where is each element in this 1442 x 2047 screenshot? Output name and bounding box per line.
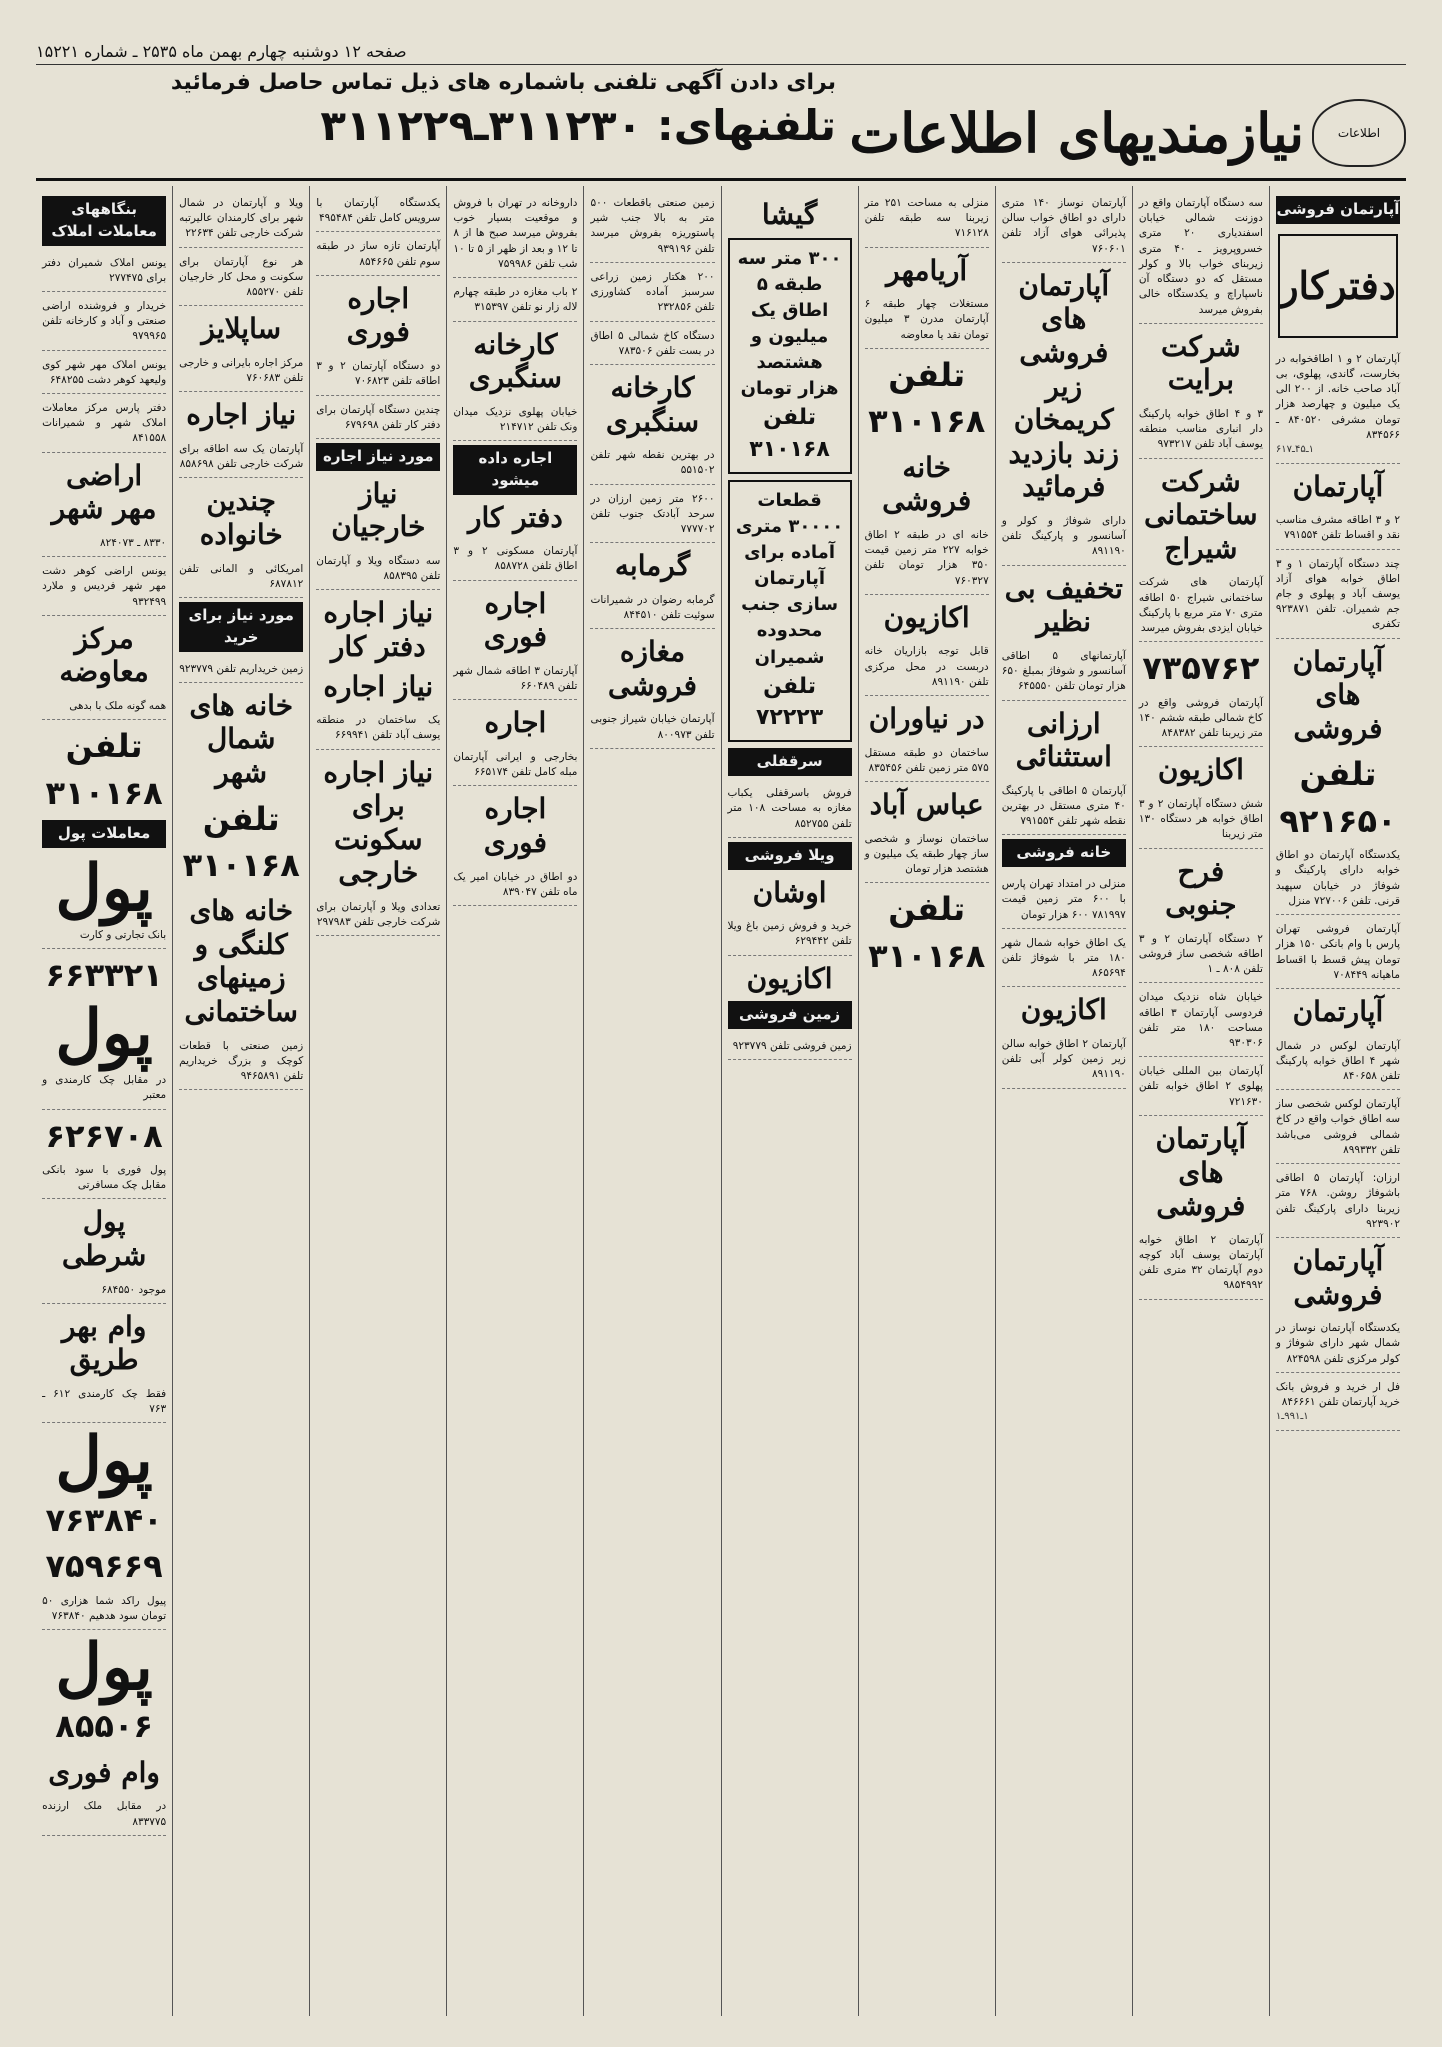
ad-phone: تلفن ۳۱۰۱۶۸ (868, 355, 986, 441)
ad-headline: نیاز اجاره دفتر کار (323, 596, 434, 663)
classified-ad: آپارتمان ۲ اطاق خوابه آپارتمان یوسف آباد کوچه دوم آپارتمان ۳۲ متری تلفن ۹۸۵۴۹۹۲ (1139, 1229, 1263, 1300)
ad-phone: ۸۵۵۰۶ (55, 1707, 153, 1746)
section-header: مورد نیاز برای خرید (179, 602, 303, 652)
ad-headline: نیاز خارجیان (331, 476, 426, 544)
classified-ad: تعدادی ویلا و آپارتمان برای شرکت خارجی تلفن ۲۹۷۹۸۳ (316, 896, 440, 936)
column-2 (1132, 186, 1269, 2016)
ad-columns (36, 186, 1406, 2016)
classified-ad: زمین صنعتی باقطعات ۵۰۰ متر به بالا جنب شیر پاستوریزه بفروش میرسد تلفن ۹۳۹۱۹۶ (590, 192, 714, 263)
ad-headline: مرکز معاوضه (59, 621, 149, 689)
ad-headline: قطعات ۳۰۰۰۰ متری آماده برای آپارتمان سازی جنب محدوده شمیران (735, 489, 844, 668)
classified-ad: سه دستگاه ویلا و آپارتمان تلفن ۸۵۸۳۹۵ (316, 550, 440, 590)
classified-ad: همه گونه ملک با بدهی (42, 695, 166, 720)
header-rule (36, 178, 1406, 181)
issue-line: صفحه ۱۲ دوشنبه چهارم بهمن ماه ۲۵۳۵ ـ شماره ۱۵۲۲۱ (36, 42, 1406, 65)
ad-headline: پول (55, 850, 153, 926)
classified-ad: یونس املاک مهر شهر کوی ولیعهد کوهر دشت ۶۴۸۲۵۵ (42, 354, 166, 394)
classified-ad: زمین صنعتی با قطعات کوچک و بزرگ خریداریم تلفن ۹۴۶۵۸۹۱ (179, 1035, 303, 1091)
ad-phone: تلفن ۳۱۰۱۶۸ (749, 405, 830, 463)
ad-headline: وام فوری (48, 1755, 160, 1789)
classified-ad: دفتر پارس مرکز معاملات املاک شهر و شمیرانات ۸۴۱۵۵۸ (42, 397, 166, 453)
ad-phone: تلفن ۳۱۰۱۶۸ (868, 890, 986, 975)
ad-headline: پول (55, 1629, 153, 1705)
classified-ad: امریکائی و المانی تلفن ۶۸۷۸۱۲ (179, 558, 303, 598)
classified-ad: آپارتمان ۳ اطاقه شمال شهر تلفن ۶۶۰۴۸۹ (453, 660, 577, 700)
ad-headline: پول (55, 995, 153, 1071)
classified-ad: منزلی در امتداد تهران پارس با ۶۰۰ متر زمین قیمت ۷۸۱۹۹۷ ۶۰۰ هزار تومان (1002, 873, 1126, 929)
ad-headline: نیاز اجاره (186, 398, 297, 432)
classified-ad: بانک تجارتی و کارت (42, 924, 166, 949)
classified-ad: یکدستگاه آپارتمان با سرویس کامل تلفن ۴۹۵۴۸۴ (316, 192, 440, 232)
classified-ad: ۸۳۳۰ ـ ۸۲۴۰۷۳ (42, 532, 166, 557)
ad-headline: شرکت ساختمانی شیراج (1144, 464, 1258, 565)
ad-headline: ساپلایز (201, 312, 282, 346)
ad-headline: گیشا (761, 198, 818, 231)
ad-phone: ۷۵۹۶۶۹ (45, 1547, 163, 1586)
classified-ad: در بهترین نقطه شهر تلفن ۵۵۱۵۰۲ (590, 444, 714, 484)
classified-ad: دارای شوفاژ و کولر و آسانسور و پارکینگ تلفن ۸۹۱۱۹۰ (1002, 510, 1126, 566)
section-header: اجاره داده میشود (453, 445, 577, 495)
classified-ad: دو دستگاه آپارتمان ۲ و ۳ اطاقه تلفن ۷۰۶۸۲۳ (316, 355, 440, 395)
ad-headline: نیاز اجاره (323, 669, 434, 703)
classified-ad: آپارتمان های شرکت ساختمانی شیراج ۵۰ اطاقه متری ۷۰ متر مربع با پارکینگ خیابان ایزدی بفروش میرسد (1139, 571, 1263, 642)
ad-headline: دفتر کار (467, 500, 563, 534)
classified-ad: خانه ای در طبقه ۲ اطاق خوابه ۲۲۷ متر زمین قیمت ۳۵۰ هزار تومان تلفن ۷۶۰۳۲۷ (865, 524, 989, 595)
boxed-ad (728, 480, 852, 742)
section-header: ویلا فروشی (728, 842, 852, 870)
classified-ad: خریدار و فروشنده اراضی صنعتی و آباد و کارخانه تلفن ۹۷۹۹۶۵ (42, 295, 166, 351)
ad-headline: تخفیف بی نظیر (1004, 571, 1123, 639)
classified-ad: سه دستگاه آپارتمان واقع در دوزنت شمالی خیابان اسفندیاری ۲۰ متری خسروپرویز ـ ۴۰ متری زیربنای خواب بالا و کولر مستقل که دو دستگاه آن ناسپاراچ و یکدستگاه خالی بفروش میرسد (1139, 192, 1263, 324)
classified-ad: یکدستگاه آپارتمان دو اطاق خوابه دارای پارکینگ و شوفاژ در خیابان سپهبد قرنی. تلفن ۷۲۷۰۰۶ منزل (1276, 844, 1400, 915)
ad-phone-box (36, 70, 836, 170)
classified-ad: ۳۰۰ متر سه طبقه ۵ اطاق یک میلیون و هشتصد هزار تومان (737, 247, 842, 400)
classified-ad: ساختمان دو طبقه مستقل ۵۷۵ متر زمین تلفن ۸۳۵۴۵۶ (865, 742, 989, 782)
ad-headline: اکازیون (1020, 993, 1107, 1027)
classified-ad: یونس املاک شمیران دفتر برای ۲۷۷۴۷۵ (42, 252, 166, 292)
classified-ad: آپارتمانهای ۵ اطاقی آسانسور و شوفاژ بمبلغ ۶۵۰ هزار تومان تلفن ۶۴۵۵۵۰ (1002, 645, 1126, 701)
classified-ad: آپارتمان ۵ اطاقی با پارکینگ ۴۰ متری مستقل در بهترین نقطه شهر تلفن ۷۹۱۵۵۴ (1002, 780, 1126, 836)
ad-headline: آپارتمان های فروشی زیر کریمخان زند بازدید فرمائید (1008, 268, 1120, 504)
column-4 (858, 186, 995, 2016)
classified-ad: آپارتمان خیابان شیراز جنوبی تلفن ۸۰۰۹۷۳ (590, 708, 714, 748)
classified-ad: آپارتمان تازه ساز در طبقه سوم تلفن ۸۵۴۶۶۵ (316, 235, 440, 275)
column-5 (721, 186, 858, 2016)
column-10 (36, 186, 172, 2016)
ad-phone: تلفن ۳۱۰۱۶۸ (182, 799, 300, 884)
ad-headline: آپارتمان های فروشی (1292, 644, 1384, 745)
classified-ad: زمین فروشی تلفن ۹۲۳۷۷۹ (728, 1035, 852, 1060)
masthead (846, 88, 1406, 178)
ad-headline: خانه های شمال شهر (189, 688, 293, 789)
ad-headline: اجاره فوری (483, 792, 548, 859)
classified-ad: زمین خریداریم تلفن ۹۲۳۷۷۹ (179, 658, 303, 683)
ad-headline: مغازه فروشی (607, 635, 698, 702)
ad-phone: ۶۲۶۷۰۸ (45, 1116, 163, 1155)
classified-ad: چندین دستگاه آپارتمان برای دفتر کار تلفن ۶۷۹۶۹۸ (316, 399, 440, 439)
section-header: معاملات پول (42, 820, 166, 848)
classified-ad: خرید و فروش زمین باغ ویلا تلفن ۶۲۹۴۴۲ (728, 915, 852, 955)
classified-ad: آپارتمان فروشی واقع در کاخ شمالی طبقه ششم ۱۴۰ متر زیربنا تلفن ۸۴۸۳۸۲ (1139, 692, 1263, 748)
classified-ad: ۲ و ۳ اطاقه مشرف مناسب نقد و اقساط تلفن ۷۹۱۵۵۴ (1276, 509, 1400, 549)
ad-headline: کارخانه سنگبری (605, 370, 700, 438)
classified-ad: آپارتمان یک سه اطاقه برای شرکت خارجی تلفن ۸۵۸۶۹۸ (179, 438, 303, 478)
ad-phone: ۶۶۳۳۲۱ (45, 956, 163, 995)
ad-headline: خانه فروشی (882, 450, 972, 518)
ad-phone: تلفن ۹۲۱۶۵۰ (1279, 755, 1397, 840)
masthead-title: نیازمندیهای اطلاعات (849, 101, 1304, 165)
classified-ad: آپارتمان نوساز ۱۴۰ متری دارای دو اطاق خواب سالن پذیرائی هوای آزاد تلفن ۷۶۰۶۰۱ (1002, 192, 1126, 263)
section-header: زمین فروشی (728, 1001, 852, 1029)
classified-ad: موجود ۶۸۴۵۵۰ (42, 1279, 166, 1304)
section-header: مورد نیاز اجاره (316, 443, 440, 471)
classified-ad: پیول راکد شما هزاری ۵۰ تومان سود هدهیم ۷۶۳۸۴۰ (42, 1590, 166, 1630)
ad-headline: اوشان (752, 875, 827, 909)
classified-ad: فقط چک کارمندی ۶۱۲ ـ ۷۶۳ (42, 1383, 166, 1423)
ad-headline: عباس آباد (869, 788, 984, 822)
classified-ad: فل ار خرید و فروش بانک خرید آپارتمان تلفن ۸۴۶۶۶۱ ۱ـ۹۹۱ـ۱ (1276, 1376, 1400, 1431)
classified-ad: آپارتمان بین المللی خیابان پهلوی ۲ اطاق خوابه تلفن ۷۲۱۶۳۰ (1139, 1060, 1263, 1116)
ad-headline: اکازیون (1157, 753, 1244, 787)
classified-ad: فروش باسرقفلی یکباب مغازه به مساحت ۱۰۸ متر تلفن ۸۵۲۷۵۵ (728, 782, 852, 838)
classified-ad: ارزان: آپارتمان ۵ اطاقی باشوفاژ روشن. ۷۶۸ متر زیربنا دارای پارکینگ تلفن ۹۲۳۹۰۲ (1276, 1167, 1400, 1238)
classified-ad: قابل توجه بازاریان خانه دربست در محل مرکزی تلفن ۸۹۱۱۹۰ (865, 640, 989, 696)
classified-ad: یونس اراضی کوهر دشت مهر شهر فردیس و ملارد ۹۳۲۴۹۹ (42, 560, 166, 616)
classified-ad: دو اطاق در خیابان امیر یک ماه تلفن ۸۳۹۰۴۷ (453, 866, 577, 906)
classified-ad: ۲ باب مغازه در طبقه چهارم لاله زار نو تلفن ۳۱۵۳۹۷ (453, 281, 577, 321)
classified-ad: ۲۰۰ هکتار زمین زراعی سرسبز آماده کشاورزی تلفن ۲۳۲۸۵۶ (590, 266, 714, 322)
ad-headline: ارزانی استثنائی (1015, 706, 1112, 774)
ad-phone: ۷۳۵۷۶۲ (1142, 649, 1260, 688)
ad-headline: پول شرطی (61, 1205, 147, 1272)
classified-ad: آپارتمان فروشی تهران پارس با وام بانکی ۱۵۰ هزار تومان پیش قسط با اقساط ماهیانه ۷۰۸۴۴۹ (1276, 918, 1400, 989)
ad-headline: خانه های کلنگی و زمینهای ساختمانی (184, 894, 298, 1029)
classified-ad: بخارجی و ایرانی آپارتمان مبله کامل تلفن ۶۶۵۱۷۴ (453, 746, 577, 786)
ad-headline: چندین خانواده (199, 484, 283, 551)
section-header: بنگاههای معاملات املاک (42, 196, 166, 246)
ad-headline: گرمابه (614, 549, 691, 583)
ad-headline: اجاره فوری (483, 586, 548, 654)
section-header: سرقفلی (728, 748, 852, 776)
column-3 (995, 186, 1132, 2016)
ad-headline: پول (55, 1423, 153, 1499)
ad-headline: در نیاوران (868, 702, 985, 735)
boxed-ad (728, 238, 852, 474)
classified-ad: شش دستگاه آپارتمان ۲ و ۳ اطاق خوابه هر دستگاه ۱۳۰ متر زیربنا (1139, 793, 1263, 849)
column-6 (583, 186, 720, 2016)
classified-ad: یک ساختمان در منطقه یوسف آباد تلفن ۶۶۹۹۴۱ (316, 709, 440, 749)
ad-headline: اراضی مهر شهر (51, 458, 157, 526)
ad-headline: آپارتمان های فروشی (1155, 1121, 1247, 1223)
classified-ad: آپارتمان ۲ و ۱ اطاقخوابه در بخارست، گاندی، پهلوی، بی آباد صاحب خانه. از ۲۰۰ الی یک میلیون و چهارصد هزار تومان مشرفی ۸۴۰۵۲۰ ـ ۸۳۴۵۶۶ ۱ـ۴۵ـ۶۱۷ (1276, 348, 1400, 464)
classified-ad: پول فوری با سود بانکی مقابل چک مسافرتی (42, 1159, 166, 1199)
classified-ad: ۳ و ۴ اطاق خوابه پارکینگ دار انباری مناسب منطقه یوسف آباد تلفن ۹۷۳۲۱۷ (1139, 403, 1263, 459)
classified-ad: یکدستگاه آپارتمان نوساز در شمال شهر دارای شوفاژ و کولر مرکزی تلفن ۸۲۴۵۹۸ (1276, 1317, 1400, 1373)
ad-headline: اجاره فوری (346, 281, 410, 349)
phone-numbers: تلفنهای: ۳۱۱۲۳۰ـ۳۱۱۲۲۹ (320, 101, 836, 150)
ad-headline: شرکت برایت (1160, 329, 1241, 397)
column-9 (172, 186, 309, 2016)
classified-ad: ویلا و آپارتمان در شمال شهر برای کارمندان عالیرتبه شرکت خارجی تلفن ۲۲۶۳۴ (179, 192, 303, 248)
ad-phone: تلفن ۳۱۰۱۶۸ (45, 727, 163, 812)
classified-ad: مرکز اجاره بایرانی و خارجی تلفن ۷۶۰۶۸۳ (179, 352, 303, 392)
ad-headline: آپارتمان فروشی (1292, 1244, 1384, 1311)
classified-ad: چند دستگاه آپارتمان ۱ و ۳ اطاق خوابه هوای آزاد یوسف آباد و پهلوی و جام جم شمیران. تلفن ۹۲۳۸۷۱ تکفری (1276, 553, 1400, 639)
classified-ad: خیابان پهلوی نزدیک میدان ونک تلفن ۲۱۴۷۱۲ (453, 401, 577, 441)
classified-ad: داروخانه در تهران با فروش و موقعیت بسیار خوب بفروش میرسد صبح ها از ۸ تا ۱۲ و بعد از ظهر از ۵ تا ۱۰ شب تلفن ۷۵۹۹۸۶ (453, 192, 577, 278)
classified-ad: آپارتمان لوکس شخصی ساز سه اطاق خواب واقع در کاخ شمالی فروشی می‌باشد تلفن ۸۹۹۳۳۲ (1276, 1093, 1400, 1164)
phone-note: برای دادن آگهی تلفنی باشماره های ذیل تماس حاصل فرمائید (170, 70, 836, 95)
ad-phone: تلفن ۷۲۲۲۳ (756, 673, 824, 731)
ad-headline: آریامهر (886, 253, 968, 287)
classified-ad: یک اطاق خوابه شمال شهر ۱۸۰ متر با شوفاژ تلفن ۸۶۵۶۹۴ (1002, 932, 1126, 988)
classified-ad: ۲ دستگاه آپارتمان ۲ و ۳ اطاقه شخصی ساز فروشی تلفن ۸۰۸ ـ ۱ (1139, 928, 1263, 984)
ad-headline: اکازیون (746, 961, 833, 995)
classified-ad: خیابان شاه نزدیک میدان فردوسی آپارتمان ۳ اطاقه مساحت ۱۸۰ متر تلفن ۹۳۰۳۰۶ (1139, 986, 1263, 1057)
ad-headline: اجاره (484, 706, 547, 740)
ad-headline: اکازیون (883, 600, 970, 634)
classified-ad: در مقابل ملک ارزنده ۸۳۳۷۷۵ (42, 1795, 166, 1835)
ad-phone: ۷۶۳۸۴۰ (45, 1500, 163, 1539)
classified-ad: هر نوع آپارتمان برای سکونت و محل کار خارجیان تلفن ۸۵۵۲۷۰ (179, 251, 303, 307)
ad-headline: وام بهر طریق (61, 1309, 147, 1377)
section-header: خانه فروشی (1002, 839, 1126, 867)
daftarkar-logo: دفترکار (1278, 234, 1398, 338)
classified-ad: مستغلات چهار طبقه ۶ آپارتمان مدرن ۳ میلیون تومان نقد یا معاوضه (865, 293, 989, 349)
classified-ad: آپارتمان ۲ اطاق خوابه سالن زیر زمین کولر آبی تلفن ۸۹۱۱۹۰ (1002, 1033, 1126, 1089)
ettelaat-logo-icon: اطلاعات (1312, 99, 1406, 167)
column-7 (446, 186, 583, 2016)
section-header: آپارتمان فروشی (1276, 196, 1400, 224)
classified-ad: ۲۶۰۰ متر زمین ارزان در سرحد آبادتک جنوب تلفن ۷۷۷۷۰۲ (590, 488, 714, 544)
classified-ad: آپارتمان لوکس در شمال شهر ۴ اطاق خوابه پارکینگ تلفن ۸۴۰۶۵۸ (1276, 1035, 1400, 1091)
classified-ad: گرمابه رضوان در شمیرانات سوئیت تلفن ۸۴۴۵۱۰ (590, 589, 714, 629)
column-8 (309, 186, 446, 2016)
classified-ad: آپارتمان مسکونی ۲ و ۳ اطاق تلفن ۸۵۸۷۲۸ (453, 540, 577, 580)
ad-headline: نیاز اجاره برای سکونت خارجی (323, 755, 434, 890)
ad-headline: آپارتمان (1292, 469, 1384, 503)
ad-headline: فرح جنوبی (1165, 854, 1237, 922)
classified-ad: ساختمان نوساز و شخصی ساز چهار طبقه یک میلیون و هشتصد هزار تومان (865, 828, 989, 884)
classified-ad: منزلی به مساحت ۲۵۱ متر زیربنا سه طبقه تلفن ۷۱۶۱۲۸ (865, 192, 989, 248)
column-1 (1269, 186, 1406, 2016)
classified-ad: در مقابل چک کارمندی و معتبر (42, 1069, 166, 1109)
ad-headline: کارخانه سنگبری (468, 327, 562, 395)
ad-headline: آپارتمان (1292, 995, 1384, 1028)
classified-ad: دستگاه کاخ شمالی ۵ اطاق در بست تلفن ۷۸۳۵۰۶ (590, 325, 714, 365)
